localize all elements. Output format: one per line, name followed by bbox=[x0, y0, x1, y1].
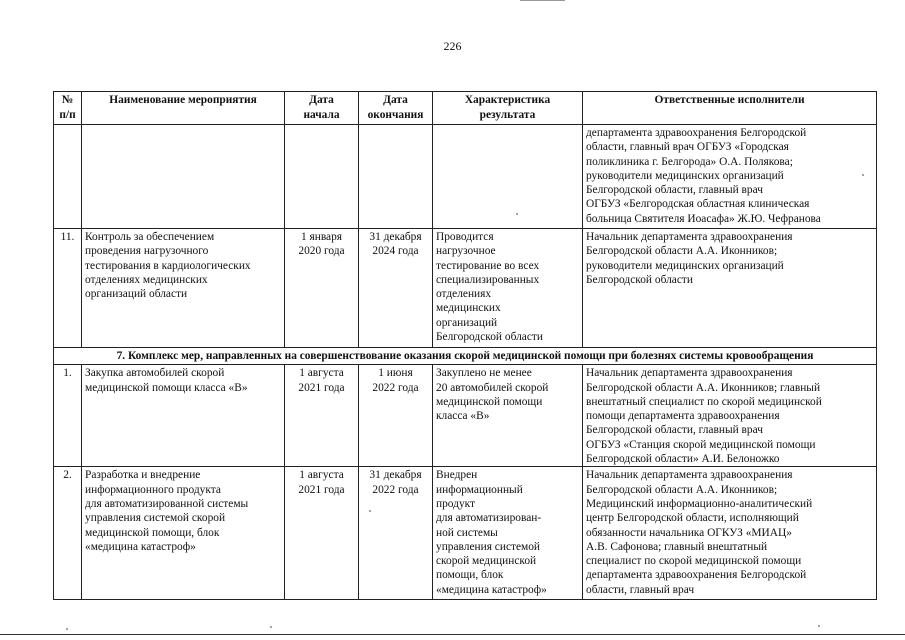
row-end-date: 1 июня 2022 года bbox=[359, 365, 433, 467]
section-heading: 7. Комплекс мер, направленных на совершенствование оказания скорой медицинской помощи при болезнях системы кровообращения bbox=[54, 348, 877, 365]
page-number: 226 bbox=[443, 39, 462, 53]
table-row bbox=[54, 365, 877, 467]
row-responsible: Начальник департамента здравоохранения Белгородской области А.А. Иконников; главный внештатный специалист по скорой медицинской помощи департамента здравоохранения Белгородской области, главный врач ОГБУЗ «Станция скорой медицинской помощи Белгородской области» А.И. Белоножко bbox=[583, 365, 877, 467]
row-responsible: Начальник департамента здравоохранения Белгородской области А.А. Иконников; Медицинский информационно-аналитический центр Белгородской области, исполняющий обязанности начальника ОГКУЗ «МИАЦ» А.В. Сафонова; главный внештатный специалист по скорой медицинской помощи департамента здравоохранения Белгородской области, главный врач bbox=[583, 467, 877, 600]
scan-speck bbox=[862, 174, 864, 176]
row-result bbox=[433, 125, 583, 229]
row-name: Разработка и внедрение информационного продукта для автоматизированной системы управления системой скорой медицинской помощи, блок «медицина катастроф» bbox=[82, 467, 285, 600]
scan-speck bbox=[818, 625, 820, 627]
header-end-date: Дата окончания bbox=[359, 92, 433, 125]
row-end-date: 31 декабря 2022 года bbox=[359, 467, 433, 600]
header-name: Наименование мероприятия bbox=[82, 92, 285, 125]
row-num: 11. bbox=[54, 229, 82, 348]
table-header-row bbox=[54, 92, 877, 125]
page-bottom-edge bbox=[0, 634, 905, 635]
row-responsible: Начальник департамента здравоохранения Белгородской области А.А. Иконников; руководители медицинских организаций Белгородской области bbox=[583, 229, 877, 348]
row-result: Закуплено не менее 20 автомобилей скорой медицинской помощи класса «В» bbox=[433, 365, 583, 467]
row-result: Внедрен информационный продукт для автоматизирован- ной системы управления системой скорой медицинской помощи, блок «медицина катастроф» bbox=[433, 467, 583, 600]
scan-speck bbox=[66, 628, 68, 630]
table-row bbox=[54, 229, 877, 348]
scan-artifact-line bbox=[520, 0, 565, 2]
header-responsible: Ответственные исполнители bbox=[583, 92, 877, 125]
table-row bbox=[54, 125, 877, 229]
header-result: Характеристика результата bbox=[433, 92, 583, 125]
table-row bbox=[54, 467, 877, 600]
scan-speck bbox=[516, 213, 518, 215]
header-num: № п/п bbox=[54, 92, 82, 125]
row-end-date bbox=[359, 125, 433, 229]
row-name: Контроль за обеспечением проведения нагрузочного тестирования в кардиологических отделениях медицинских организаций области bbox=[82, 229, 285, 348]
row-result: Проводится нагрузочное тестирование во всех специализированных отделениях медицинских организаций Белгородской области bbox=[433, 229, 583, 348]
row-responsible: департамента здравоохранения Белгородской области, главный врач ОГБУЗ «Городская поликлиника г. Белгорода» О.А. Полякова; руководители медицинских организаций Белгородской области, главный врач ОГБУЗ «Белгородская областная клиническая больница Святителя Иоасафа» Ж.Ю. Чефранова bbox=[583, 125, 877, 229]
row-start-date bbox=[285, 125, 359, 229]
row-num bbox=[54, 125, 82, 229]
row-num: 1. bbox=[54, 365, 82, 467]
row-num: 2. bbox=[54, 467, 82, 600]
row-start-date: 1 января 2020 года bbox=[285, 229, 359, 348]
row-start-date: 1 августа 2021 года bbox=[285, 467, 359, 600]
row-name: Закупка автомобилей скорой медицинской помощи класса «В» bbox=[82, 365, 285, 467]
section-heading-row bbox=[54, 348, 877, 365]
row-start-date: 1 августа 2021 года bbox=[285, 365, 359, 467]
scan-speck bbox=[270, 626, 272, 628]
row-end-date: 31 декабря 2024 года bbox=[359, 229, 433, 348]
scan-speck bbox=[369, 510, 371, 512]
row-name bbox=[82, 125, 285, 229]
activities-table bbox=[53, 91, 877, 600]
header-start-date: Дата начала bbox=[285, 92, 359, 125]
